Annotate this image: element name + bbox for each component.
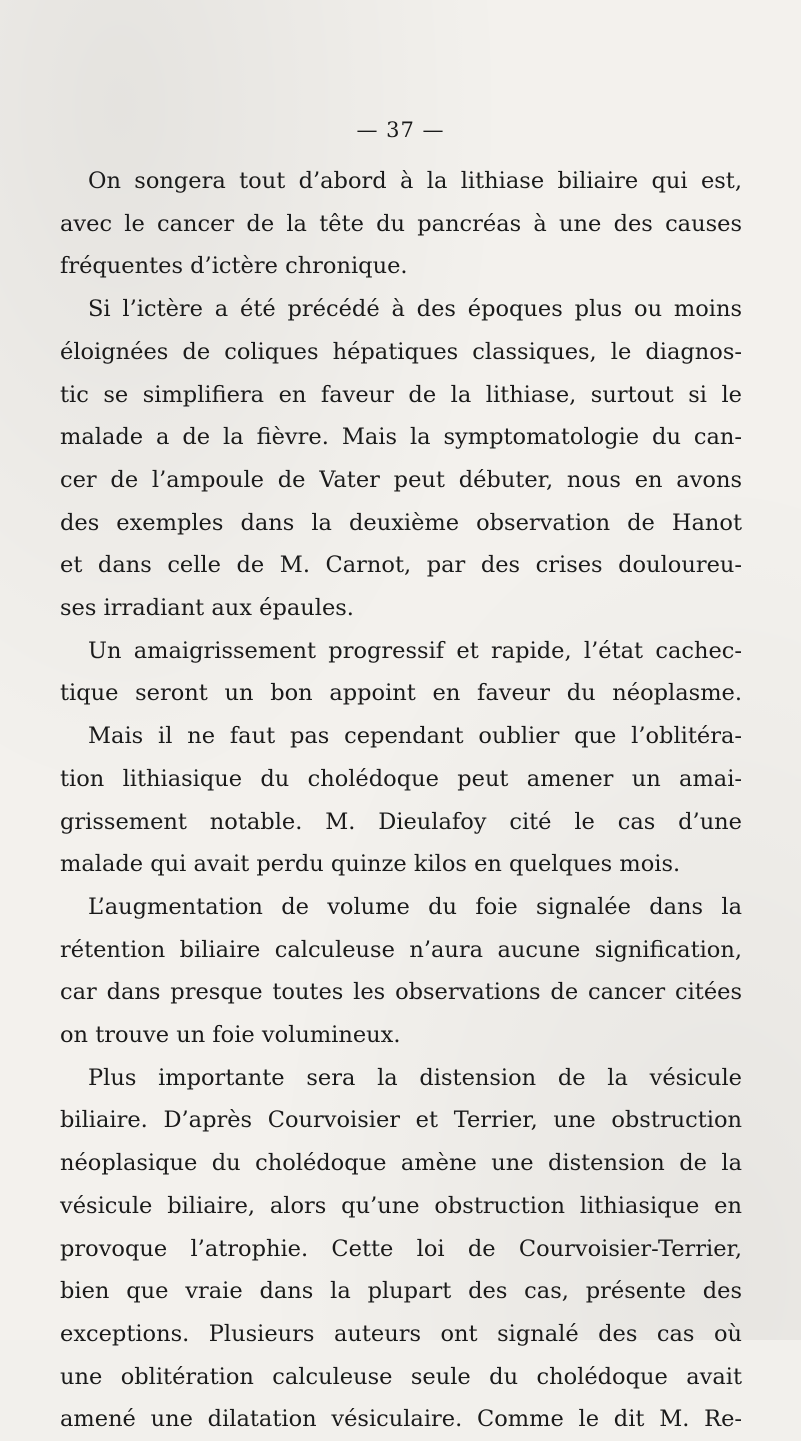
text-line: Un amaigrissement progressif et rapide, l’état cachec- <box>88 637 742 664</box>
text-line: tion lithiasique du cholédoque peut amener un amai- <box>60 765 742 792</box>
text-line: Mais il ne faut pas cependant oublier que l’oblitéra- <box>88 723 742 750</box>
text-line: on trouve un foie volumineux. <box>60 1022 401 1049</box>
text-line: cer de l’ampoule de Vater peut débuter, nous en avons <box>60 466 742 493</box>
text-line: fréquentes d’ictère chronique. <box>60 253 408 280</box>
text-line: et dans celle de M. Carnot, par des crises douloureu- <box>60 552 742 579</box>
text-line: On songera tout d’abord à la lithiase biliaire qui est, <box>88 168 742 194</box>
text-line: Plus importante sera la distension de la vésicule <box>88 1064 742 1091</box>
text-line: grissement notable. M. Dieulafoy cité le cas d’une <box>60 808 742 835</box>
body-text <box>60 160 742 1441</box>
text-line: amené une dilatation vésiculaire. Comme le dit M. Re- <box>60 1406 742 1433</box>
text-line: bien que vraie dans la plupart des cas, présente des <box>60 1278 742 1305</box>
text-line: vésicule biliaire, alors qu’une obstruction lithiasique en <box>60 1192 742 1219</box>
text-line: ses irradiant aux épaules. <box>60 595 354 622</box>
text-line: exceptions. Plusieurs auteurs ont signalé des cas où <box>60 1320 742 1347</box>
text-line: des exemples dans la deuxième observation de Hanot <box>60 509 742 536</box>
text-line: tique seront un bon appoint en faveur du néoplasme. <box>60 680 742 707</box>
text-line: biliaire. D’après Courvoisier et Terrier, une obstruction <box>60 1107 742 1134</box>
text-line: provoque l’atrophie. Cette loi de Courvoisier-Terrier, <box>60 1235 742 1262</box>
page-number: — 37 — <box>356 118 445 142</box>
text-line: avec le cancer de la tête du pancréas à une des causes <box>60 210 742 237</box>
text-line: tic se simplifiera en faveur de la lithiase, surtout si le <box>60 381 742 408</box>
text-line: malade a de la fièvre. Mais la symptomatologie du can- <box>60 424 742 451</box>
text-line: Si l’ictère a été précédé à des époques plus ou moins <box>88 296 742 323</box>
text-line: rétention biliaire calculeuse n’aura aucune signification, <box>60 936 742 963</box>
text-line: éloignées de coliques hépatiques classiques, le diagnos- <box>60 338 742 365</box>
text-line: une oblitération calculeuse seule du cholédoque avait <box>60 1363 742 1390</box>
text-line: car dans presque toutes les observations de cancer citées <box>60 979 742 1006</box>
text-line: néoplasique du cholédoque amène une distension de la <box>60 1150 742 1177</box>
text-line: L’augmentation de volume du foie signalée dans la <box>88 893 742 920</box>
text-line: malade qui avait perdu quinze kilos en quelques mois. <box>60 851 681 878</box>
